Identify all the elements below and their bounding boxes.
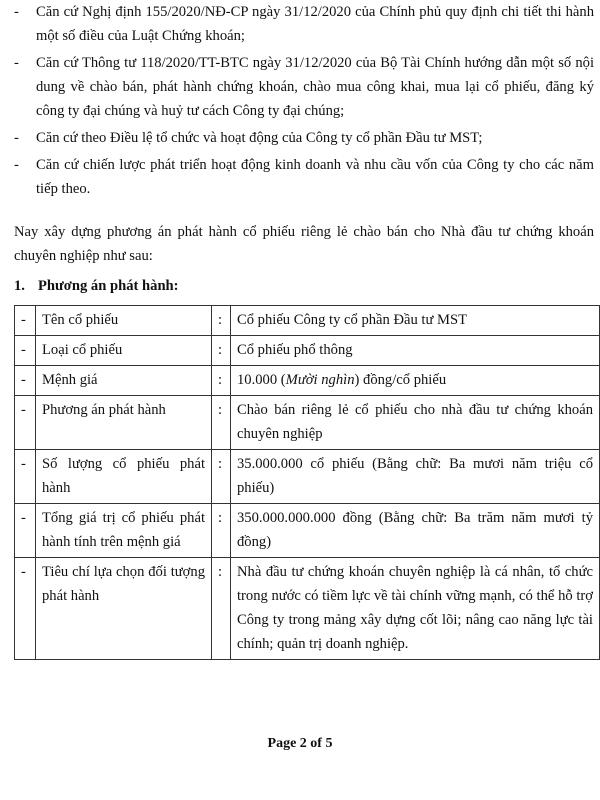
issuance-plan-table	[14, 305, 600, 660]
table-row	[15, 450, 600, 504]
row-label: Tiêu chí lựa chọn đối tượng phát hành	[36, 558, 212, 660]
value-unit: ) đồng/cổ phiếu	[354, 372, 447, 388]
bullet-dash: -	[14, 4, 19, 20]
row-value: Chào bán riêng lẻ cổ phiếu cho nhà đầu tư chứng khoán chuyên nghiệp	[231, 396, 600, 450]
list-item	[14, 51, 594, 123]
row-dash: -	[15, 306, 36, 336]
row-dash: -	[15, 366, 36, 396]
intro-paragraph: Nay xây dựng phương án phát hành cổ phiếu riêng lẻ chào bán cho Nhà đầu tư chứng khoán chuyên nghiệp như sau:	[14, 224, 594, 264]
row-value: Cổ phiếu phổ thông	[231, 336, 600, 366]
row-label: Phương án phát hành	[36, 396, 212, 450]
legal-basis-list	[14, 0, 594, 204]
list-item	[14, 0, 594, 48]
row-value	[231, 366, 600, 396]
page-footer	[0, 732, 600, 756]
table-row	[15, 306, 600, 336]
table-row	[15, 336, 600, 366]
section-title: Phương án phát hành:	[38, 278, 179, 294]
row-dash: -	[15, 558, 36, 660]
list-item	[14, 126, 594, 150]
row-colon: :	[212, 366, 231, 396]
bullet-dash: -	[14, 55, 19, 71]
row-label: Tên cổ phiếu	[36, 306, 212, 336]
table-row	[15, 558, 600, 660]
bullet-dash: -	[14, 130, 19, 146]
bullet-dash: -	[14, 157, 19, 173]
value-words: Mười nghìn	[285, 372, 355, 388]
row-value: 350.000.000.000 đồng (Bằng chữ: Ba trăm năm mươi tỷ đồng)	[231, 504, 600, 558]
section-heading	[14, 274, 179, 298]
row-colon: :	[212, 396, 231, 450]
value-number: 10.000 (	[237, 372, 286, 388]
bullet-text: Căn cứ Thông tư 118/2020/TT-BTC ngày 31/12/2020 của Bộ Tài Chính hướng dẫn một số nội dung về chào bán, phát hành chứng khoán, chào mua công khai, mua lại cổ phiếu, đăng ký công ty đại chúng và huỷ tư cách Công ty đại chúng;	[36, 55, 594, 119]
row-colon: :	[212, 306, 231, 336]
row-colon: :	[212, 450, 231, 504]
row-value: Nhà đầu tư chứng khoán chuyên nghiệp là cá nhân, tổ chức trong nước có tiềm lực về tài chính vững mạnh, có thể hỗ trợ Công ty trong mảng xây dựng cốt lõi; nâng cao năng lực tài chính; quản trị doanh nghiệp.	[231, 558, 600, 660]
bullet-text: Căn cứ theo Điều lệ tổ chức và hoạt động của Công ty cổ phần Đầu tư MST;	[36, 130, 483, 146]
row-label: Số lượng cổ phiếu phát hành	[36, 450, 212, 504]
row-label: Mệnh giá	[36, 366, 212, 396]
list-item	[14, 153, 594, 201]
row-dash: -	[15, 504, 36, 558]
row-colon: :	[212, 336, 231, 366]
page-number: Page 2 of 5	[267, 736, 333, 751]
row-dash: -	[15, 450, 36, 504]
row-label: Loại cổ phiếu	[36, 336, 212, 366]
bullet-text: Căn cứ chiến lược phát triển hoạt động kinh doanh và nhu cầu vốn của Công ty cho các năm tiếp theo.	[36, 157, 594, 197]
section-number: 1.	[14, 278, 25, 294]
row-value: 35.000.000 cổ phiếu (Bằng chữ: Ba mươi năm triệu cổ phiếu)	[231, 450, 600, 504]
row-dash: -	[15, 336, 36, 366]
row-label: Tổng giá trị cổ phiếu phát hành tính trên mệnh giá	[36, 504, 212, 558]
table-row	[15, 396, 600, 450]
bullet-text: Căn cứ Nghị định 155/2020/NĐ-CP ngày 31/12/2020 của Chính phủ quy định chi tiết thi hành một số điều của Luật Chứng khoán;	[36, 4, 594, 44]
row-dash: -	[15, 396, 36, 450]
table-row	[15, 366, 600, 396]
table-row	[15, 504, 600, 558]
row-colon: :	[212, 558, 231, 660]
row-colon: :	[212, 504, 231, 558]
row-value: Cổ phiếu Công ty cổ phần Đầu tư MST	[231, 306, 600, 336]
